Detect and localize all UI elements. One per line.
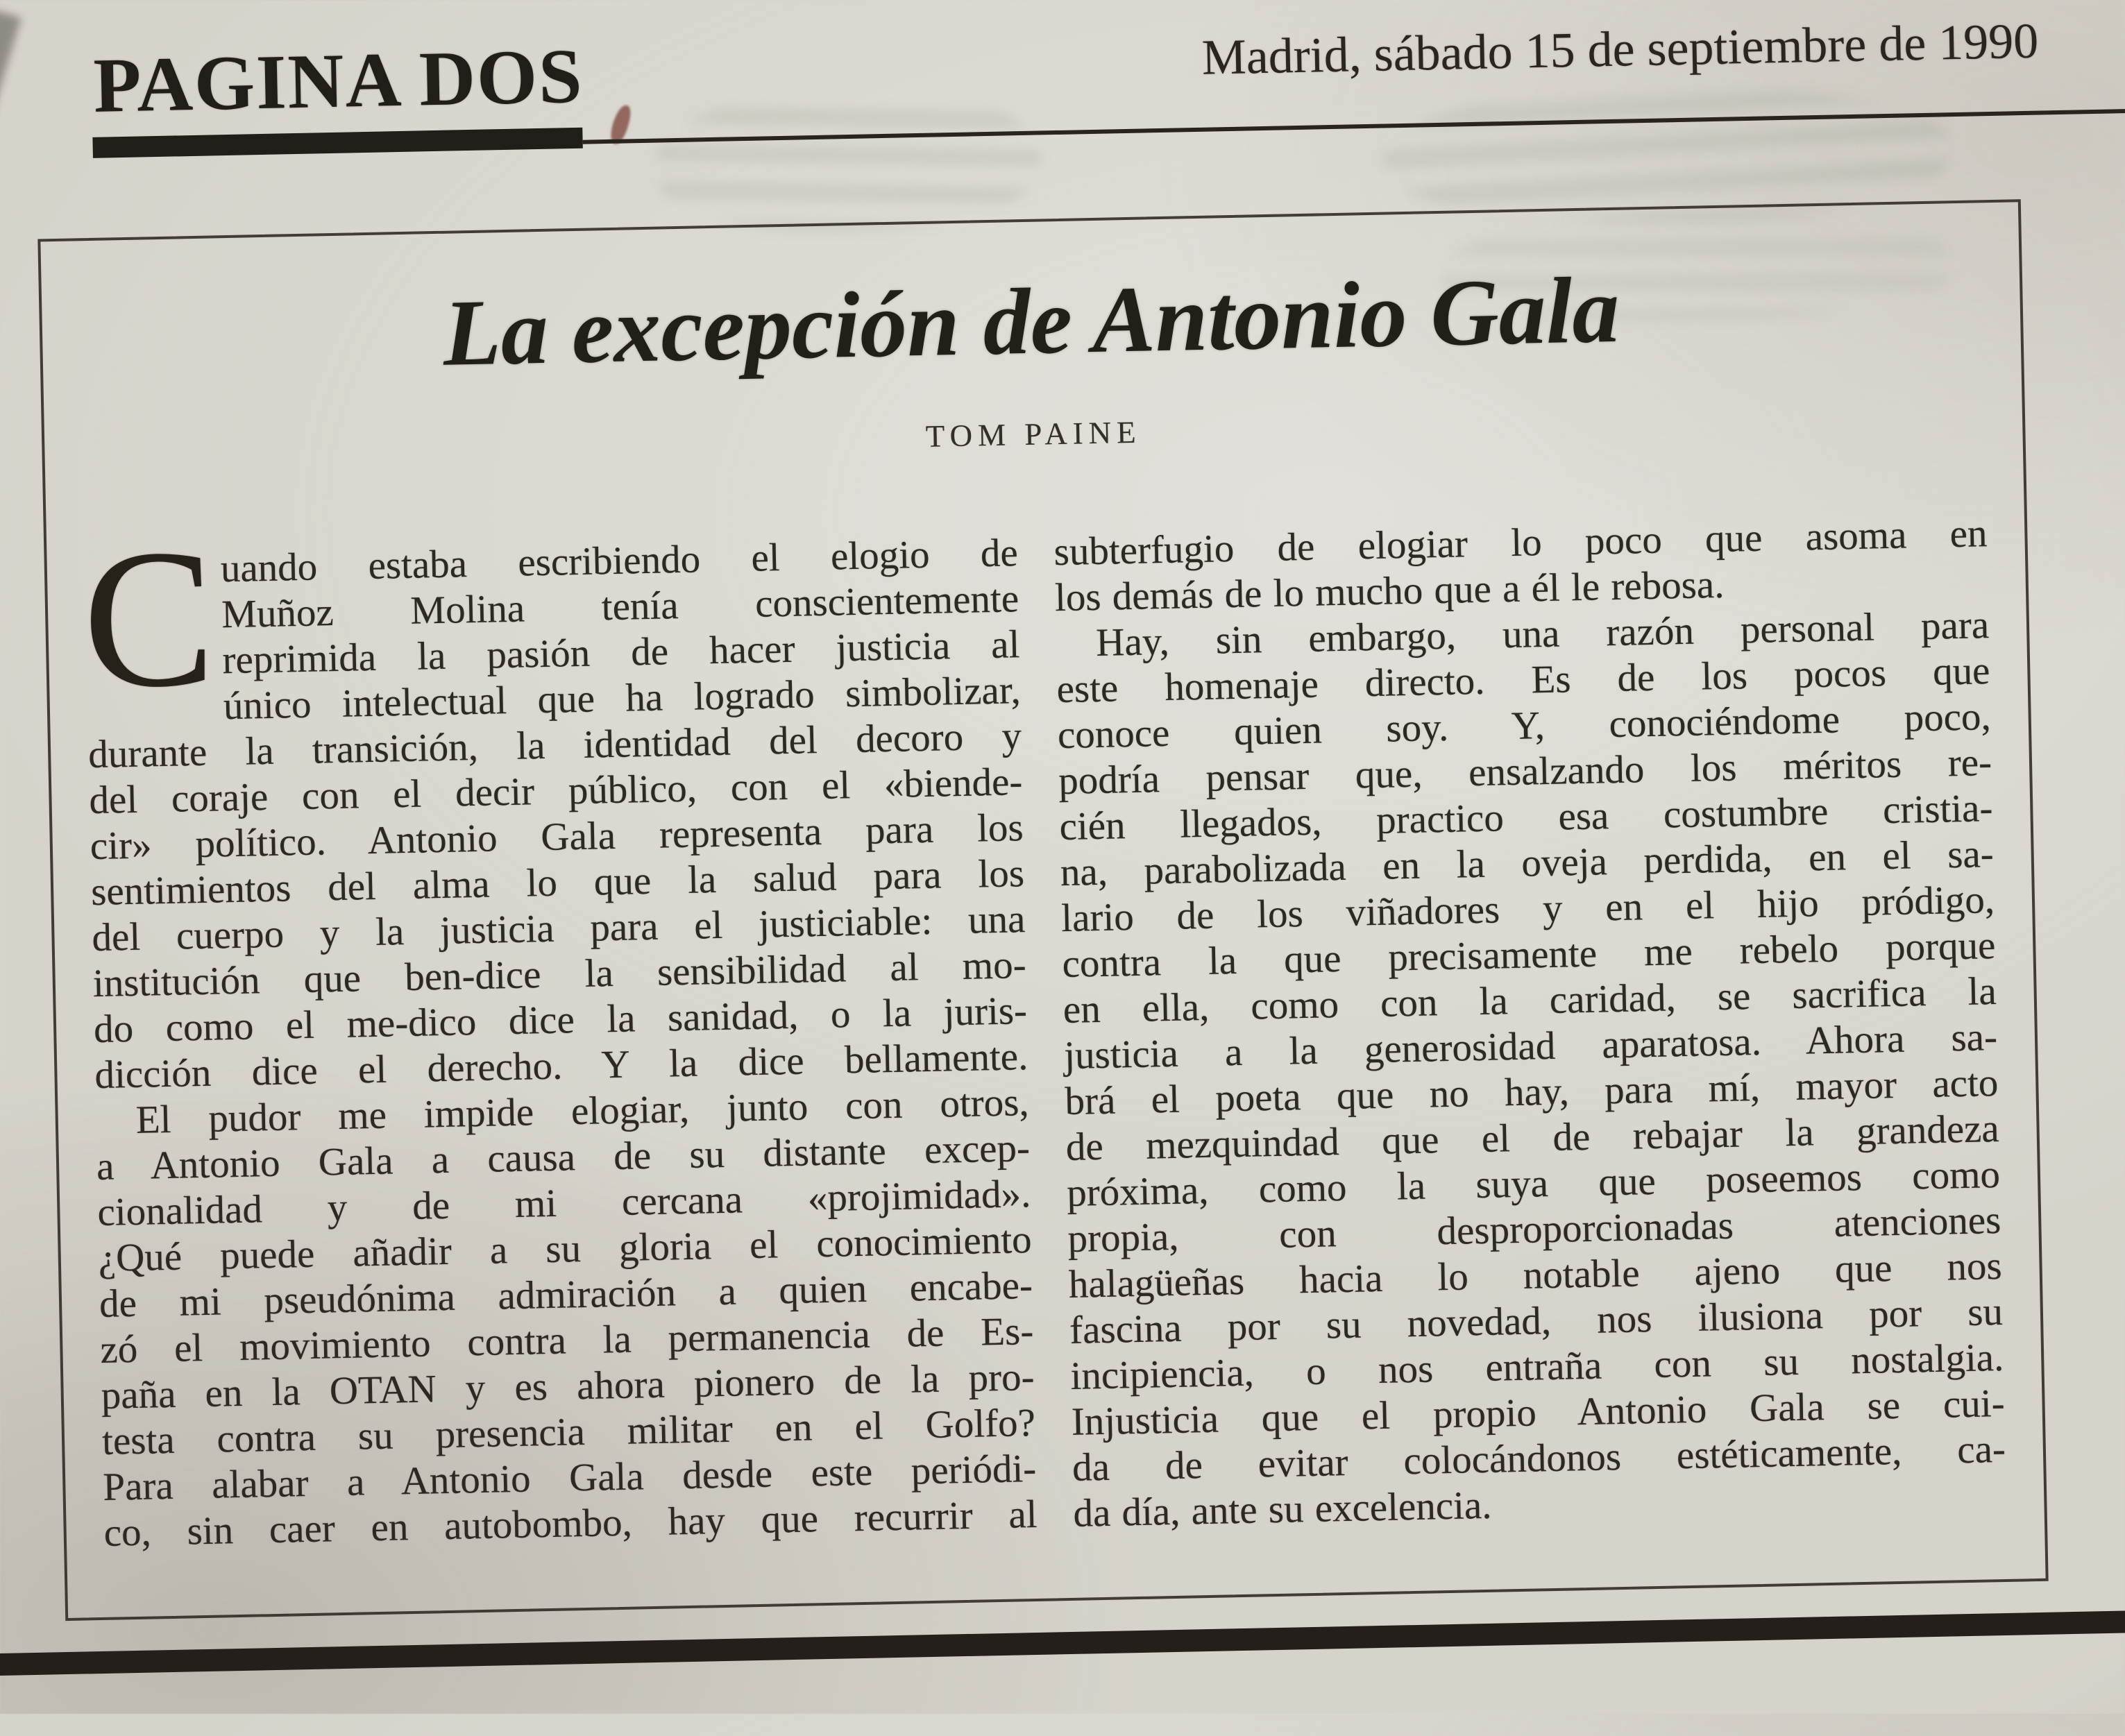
column-left bbox=[81, 507, 1038, 1557]
dateline: Madrid, sábado 15 de septiembre de 1990 bbox=[1201, 12, 2039, 85]
masthead-rule bbox=[92, 128, 582, 158]
body-line: lario de los viñadores y en el hijo pródigo, bbox=[1060, 878, 1995, 941]
body-line: cir» político. Antonio Gala representa para los bbox=[90, 806, 1024, 869]
body-line: este homenaje directo. Es de los pocos que bbox=[1056, 649, 1991, 712]
body-line: durante la transición, la identidad del decoro y bbox=[87, 714, 1022, 777]
body-line: da de evitar colocándonos estéticamente, ca- bbox=[1072, 1427, 2006, 1490]
body-line: en ella, como con la caridad, se sacrifica la bbox=[1062, 969, 1997, 1032]
body-line: uando estaba escribiendo el elogio de bbox=[220, 531, 1019, 591]
body-line: zó el movimiento contra la permanencia de Es- bbox=[99, 1309, 1034, 1372]
body-line: reprimida la pasión de hacer justicia al bbox=[221, 622, 1020, 683]
body-line: cién llegados, practico esa costumbre cristia- bbox=[1058, 786, 1993, 849]
body-line: de mi pseudónima admiración a quien encabe- bbox=[99, 1263, 1033, 1327]
body-line: próxima, como la suya que poseemos como bbox=[1066, 1152, 2001, 1216]
body-line: brá el poeta que no hay, para mí, mayor acto bbox=[1064, 1061, 1999, 1124]
body-line: fascina por su novedad, nos ilusiona por su bbox=[1069, 1290, 2004, 1353]
body-line: dicción dice el derecho. Y la dice bellamente. bbox=[94, 1035, 1028, 1098]
body-line: subterfugio de elogiar lo poco que asoma en bbox=[1053, 511, 1988, 575]
body-line: El pudor me impide elogiar, junto con otros, bbox=[135, 1080, 1030, 1143]
body-line: da día, ante su excelencia. bbox=[1072, 1483, 1493, 1536]
article-title: La excepción de Antonio Gala bbox=[442, 257, 1620, 386]
body-line: Injusticia que el propio Antonio Gala se cui- bbox=[1071, 1381, 2006, 1445]
body-line: halagüeñas hacia lo notable ajeno que nos bbox=[1068, 1244, 2003, 1307]
bleed-through-ghost bbox=[652, 89, 1044, 235]
body-line: los demás de lo mucho que a él le rebosa. bbox=[1054, 563, 1725, 620]
body-line: testa contra su presencia militar en el Golfo? bbox=[101, 1401, 1036, 1464]
body-line: contra la que precisamente me rebelo porque bbox=[1061, 924, 1996, 987]
body-line: a Antonio Gala a causa de su distante excep- bbox=[96, 1126, 1031, 1189]
body-line: Hay, sin embargo, una razón personal para bbox=[1095, 603, 1990, 665]
body-line: conoce quien soy. Y, conociéndome poco, bbox=[1057, 695, 1992, 758]
byline: TOM PAINE bbox=[925, 414, 1142, 454]
bottom-rule bbox=[0, 1610, 2125, 1676]
body-line: del coraje con el decir público, con el «biende- bbox=[88, 760, 1023, 823]
article-columns bbox=[66, 507, 2025, 1557]
body-line: propia, con desproporcionadas atenciones bbox=[1067, 1198, 2001, 1261]
body-line: co, sin caer en autobombo, hay que recurrir al bbox=[103, 1492, 1038, 1556]
body-line: del cuerpo y la justicia para el justiciable: una bbox=[91, 897, 1026, 960]
body-line: Para alabar a Antonio Gala desde este periódi- bbox=[102, 1447, 1037, 1510]
body-line: Muñoz Molina tenía conscientemente bbox=[221, 577, 1019, 637]
body-line: paña en la OTAN y es ahora pionero de la pro- bbox=[101, 1355, 1035, 1418]
column-right bbox=[1053, 511, 2007, 1538]
body-line: podría pensar que, ensalzando los méritos re- bbox=[1058, 740, 1992, 803]
body-line: justicia a la generosidad aparatosa. Ahora sa- bbox=[1063, 1015, 1998, 1078]
body-line: institución que ben-dice la sensibilidad al mo- bbox=[92, 943, 1027, 1006]
body-line: do como el me-dico dice la sanidad, o la juris- bbox=[93, 989, 1028, 1052]
article-box bbox=[37, 199, 2048, 1621]
drop-cap: C bbox=[81, 507, 217, 730]
body-line: único intelectual que ha logrado simbolizar, bbox=[223, 668, 1022, 729]
body-line: de mezquindad que el de rebajar la grandeza bbox=[1065, 1107, 2000, 1170]
body-line: ¿Qué puede añadir a su gloria el conocimiento bbox=[98, 1218, 1033, 1281]
body-line: sentimientos del alma lo que la salud para los bbox=[90, 851, 1025, 914]
photo-corner-shadow bbox=[0, 10, 22, 111]
dateline-rule bbox=[583, 108, 2125, 144]
body-line: cionalidad y de mi cercana «projimidad». bbox=[96, 1172, 1031, 1235]
body-line: incipiencia, o nos entraña con su nostalgia. bbox=[1069, 1336, 2004, 1399]
body-line: na, parabolizada en la oveja perdida, en el sa- bbox=[1060, 832, 1995, 895]
section-label: PAGINA DOS bbox=[92, 33, 584, 129]
